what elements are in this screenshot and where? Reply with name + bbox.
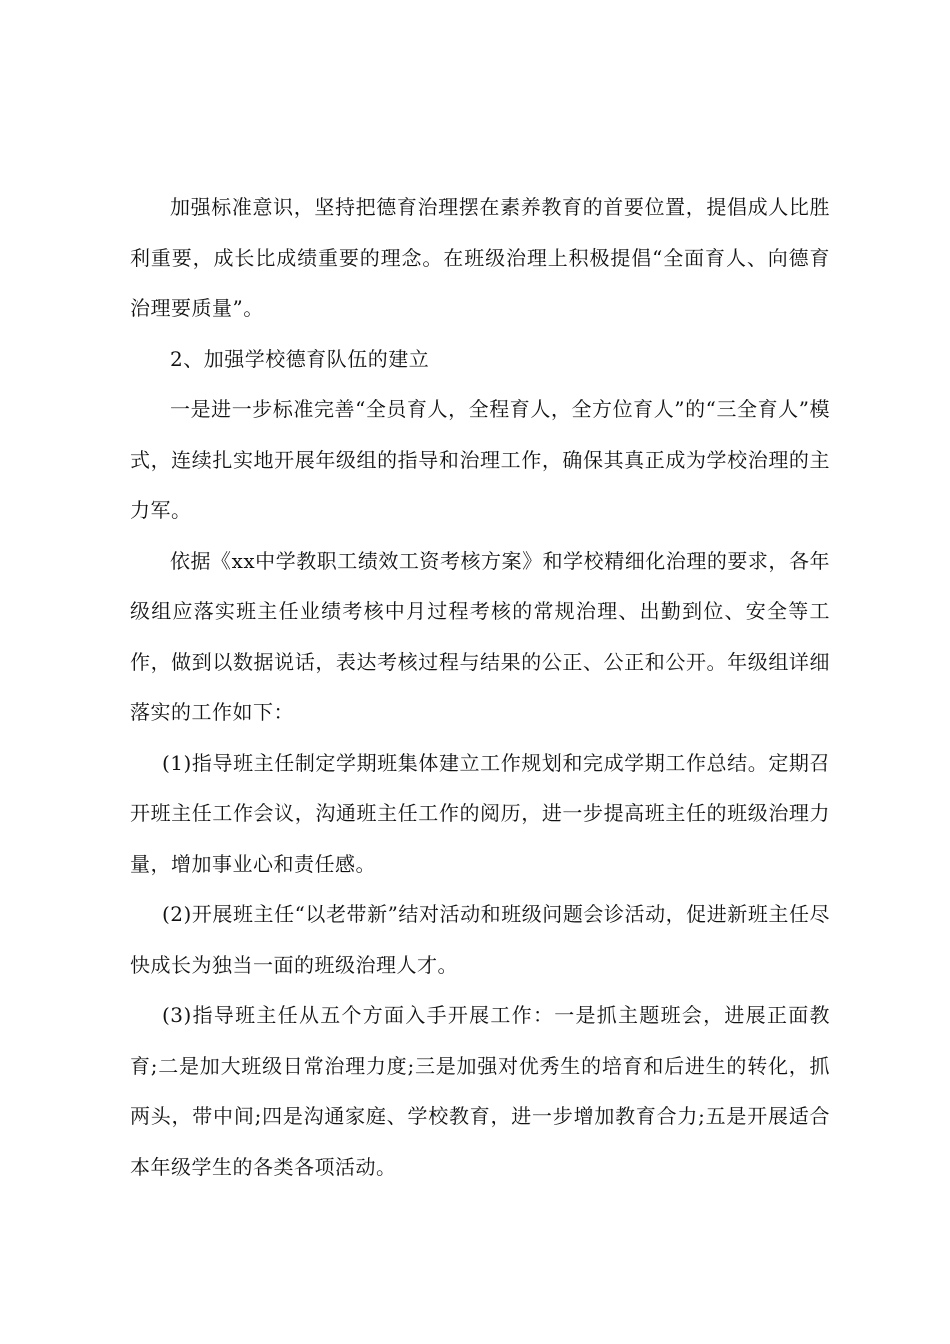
document-body [130,182,830,1192]
section-heading-moral-team: 2、加强学校德育队伍的建立 [170,346,430,371]
list-item-3: (3)指导班主任从五个方面入手开展工作：一是抓主题班会，进展正面教育;二是加大班级日常治理力度;三是加强对优秀生的培育和后进生的转化，抓两头，带中间;四是沟通家庭、学校教育，进一步增加教育合力;五是开展适合本年级学生的各类各项活动。 [130,1003,830,1179]
list-item-1: (1)指导班主任制定学期班集体建立工作规划和完成学期工作总结。定期召开班主任工作会议，沟通班主任工作的阅历，进一步提高班主任的班级治理力量，增加事业心和责任感。 [130,750,830,876]
paragraph-three-all-education: 一是进一步标准完善“全员育人，全程育人，全方位育人”的“三全育人”模式，连续扎实地开展年级组的指导和治理工作，确保其真正成为学校治理的主力军。 [130,397,830,522]
paragraph-moral-standards: 加强标准意识，坚持把德育治理摆在素养教育的首要位置，提倡成人比胜利重要，成长比成绩重要的理念。在班级治理上积极提倡“全面育人、向德育治理要质量”。 [130,195,830,320]
list-item-2: (2)开展班主任“以老带新”结对活动和班级问题会诊活动，促进新班主任尽快成长为独当一面的班级治理人才。 [130,902,830,977]
paragraph-assessment-basis: 依据《xx中学教职工绩效工资考核方案》和学校精细化治理的要求，各年级组应落实班主任业绩考核中月过程考核的常规治理、出勤到位、安全等工作，做到以数据说话，表达考核过程与结果的公正、公正和公开。年级组详细落实的工作如下： [130,548,830,724]
